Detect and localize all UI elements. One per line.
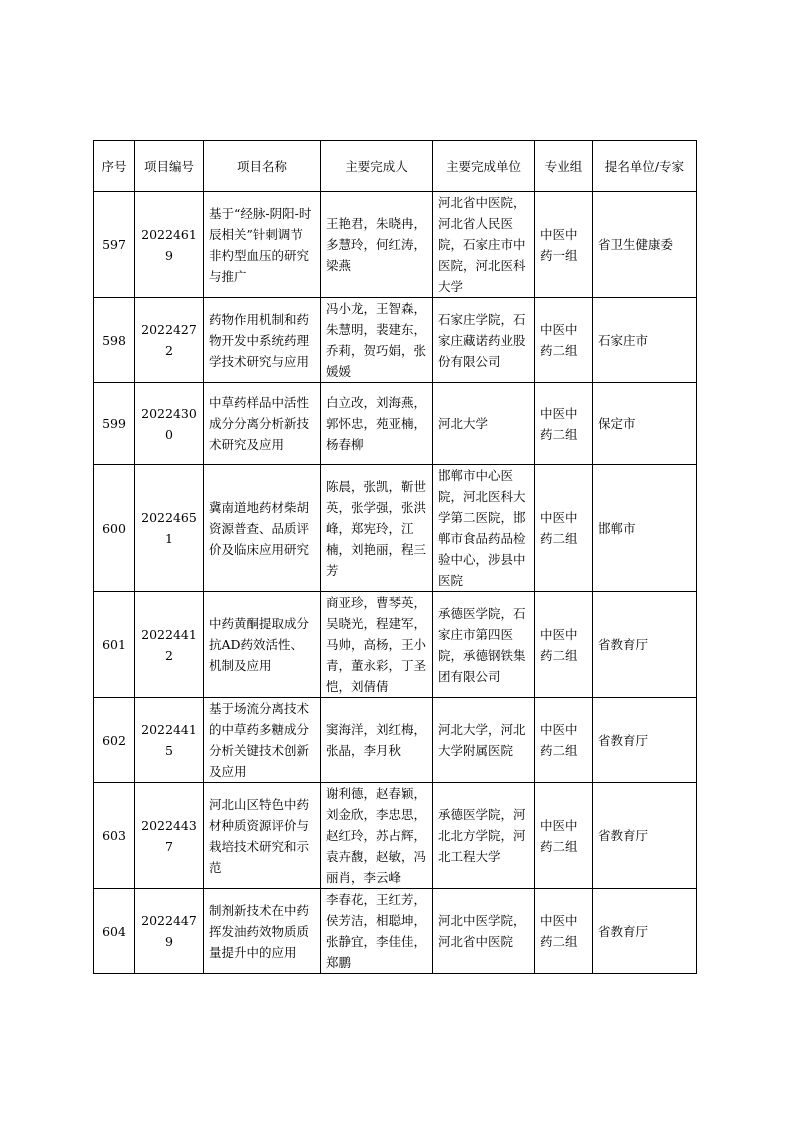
cell-specialty-group: 中医中药二组 bbox=[535, 592, 593, 698]
cell-nominator: 省教育厅 bbox=[593, 783, 697, 889]
table-row bbox=[94, 465, 697, 592]
cell-specialty-group: 中医中药二组 bbox=[535, 698, 593, 783]
cell-seq: 599 bbox=[94, 383, 135, 465]
cell-seq: 602 bbox=[94, 698, 135, 783]
cell-project-code: 20224415 bbox=[135, 698, 204, 783]
cell-nominator: 省教育厅 bbox=[593, 889, 697, 974]
table-row bbox=[94, 889, 697, 974]
cell-main-contributors: 陈晨，张凯，靳世英，张学强，张洪峰，郑宪玲，江楠，刘艳丽，程三芳 bbox=[321, 465, 433, 592]
table-row bbox=[94, 383, 697, 465]
cell-main-units: 承德医学院，河北北方学院，河北工程大学 bbox=[433, 783, 535, 889]
table-row bbox=[94, 592, 697, 698]
header-main-units: 主要完成单位 bbox=[433, 141, 535, 192]
cell-specialty-group: 中医中药二组 bbox=[535, 465, 593, 592]
cell-main-units: 承德医学院，石家庄市第四医院，承德钢铁集团有限公司 bbox=[433, 592, 535, 698]
header-seq: 序号 bbox=[94, 141, 135, 192]
table-row bbox=[94, 783, 697, 889]
cell-project-code: 20224272 bbox=[135, 298, 204, 383]
cell-project-code: 20224412 bbox=[135, 592, 204, 698]
cell-seq: 603 bbox=[94, 783, 135, 889]
cell-seq: 598 bbox=[94, 298, 135, 383]
cell-nominator: 省卫生健康委 bbox=[593, 192, 697, 298]
cell-nominator: 省教育厅 bbox=[593, 698, 697, 783]
header-project-code: 项目编号 bbox=[135, 141, 204, 192]
cell-main-contributors: 谢利德，赵春颖，刘金欣，李忠思，赵红玲，苏占辉，袁卉馥，赵敏，冯丽肖，李云峰 bbox=[321, 783, 433, 889]
cell-project-name: 中草药样品中活性成分分离分析新技术研究及应用 bbox=[204, 383, 321, 465]
cell-main-contributors: 冯小龙，王智森，朱慧明，裴建东，乔莉，贺巧娟，张媛媛 bbox=[321, 298, 433, 383]
cell-main-units: 石家庄学院，石家庄藏诺药业股份有限公司 bbox=[433, 298, 535, 383]
cell-project-code: 20224300 bbox=[135, 383, 204, 465]
cell-main-contributors: 窦海洋，刘红梅，张晶，李月秋 bbox=[321, 698, 433, 783]
cell-main-units: 河北大学 bbox=[433, 383, 535, 465]
cell-main-contributors: 白立改，刘海燕，郭怀忠，苑亚楠，杨春柳 bbox=[321, 383, 433, 465]
cell-project-code: 20224437 bbox=[135, 783, 204, 889]
header-specialty-group: 专业组 bbox=[535, 141, 593, 192]
cell-nominator: 邯郸市 bbox=[593, 465, 697, 592]
cell-main-units: 河北省中医院，河北省人民医院，石家庄市中医院，河北医科大学 bbox=[433, 192, 535, 298]
cell-main-units: 河北大学，河北大学附属医院 bbox=[433, 698, 535, 783]
cell-seq: 600 bbox=[94, 465, 135, 592]
cell-main-units: 邯郸市中心医院，河北医科大学第二医院，邯郸市食品药品检验中心，涉县中医院 bbox=[433, 465, 535, 592]
cell-main-contributors: 王艳君，朱晓冉，多慧玲，何红涛，梁燕 bbox=[321, 192, 433, 298]
cell-project-code: 20224619 bbox=[135, 192, 204, 298]
cell-specialty-group: 中医中药一组 bbox=[535, 192, 593, 298]
cell-project-name: 制剂新技术在中药挥发油药效物质质量提升中的应用 bbox=[204, 889, 321, 974]
cell-nominator: 省教育厅 bbox=[593, 592, 697, 698]
cell-project-name: 冀南道地药材柴胡资源普查、品质评价及临床应用研究 bbox=[204, 465, 321, 592]
cell-project-code: 20224479 bbox=[135, 889, 204, 974]
cell-project-code: 20224651 bbox=[135, 465, 204, 592]
cell-nominator: 石家庄市 bbox=[593, 298, 697, 383]
award-project-table bbox=[93, 140, 697, 974]
table-row bbox=[94, 698, 697, 783]
cell-main-contributors: 商亚珍，曹琴英，吴晓光，程建军，马帅，高杨，王小青，董永彩，丁圣恺，刘倩倩 bbox=[321, 592, 433, 698]
cell-project-name: 基于场流分离技术的中草药多糖成分分析关键技术创新及应用 bbox=[204, 698, 321, 783]
cell-seq: 597 bbox=[94, 192, 135, 298]
header-project-name: 项目名称 bbox=[204, 141, 321, 192]
cell-nominator: 保定市 bbox=[593, 383, 697, 465]
cell-project-name: 中药黄酮提取成分抗AD药效活性、机制及应用 bbox=[204, 592, 321, 698]
cell-specialty-group: 中医中药二组 bbox=[535, 298, 593, 383]
cell-seq: 601 bbox=[94, 592, 135, 698]
cell-project-name: 药物作用机制和药物开发中系统药理学技术研究与应用 bbox=[204, 298, 321, 383]
cell-specialty-group: 中医中药二组 bbox=[535, 783, 593, 889]
cell-project-name: 河北山区特色中药材种质资源评价与栽培技术研究和示范 bbox=[204, 783, 321, 889]
header-main-contributors: 主要完成人 bbox=[321, 141, 433, 192]
cell-specialty-group: 中医中药二组 bbox=[535, 383, 593, 465]
table-header-row bbox=[94, 141, 697, 192]
cell-main-contributors: 李春花，王红芳，侯芳洁，相聪坤，张静宜，李佳佳，郑鹏 bbox=[321, 889, 433, 974]
cell-project-name: 基于“经脉-阴阳-时辰相关”针刺调节非杓型血压的研究与推广 bbox=[204, 192, 321, 298]
cell-specialty-group: 中医中药二组 bbox=[535, 889, 593, 974]
cell-main-units: 河北中医学院，河北省中医院 bbox=[433, 889, 535, 974]
table-row bbox=[94, 192, 697, 298]
table-row bbox=[94, 298, 697, 383]
header-nominator: 提名单位/专家 bbox=[593, 141, 697, 192]
cell-seq: 604 bbox=[94, 889, 135, 974]
